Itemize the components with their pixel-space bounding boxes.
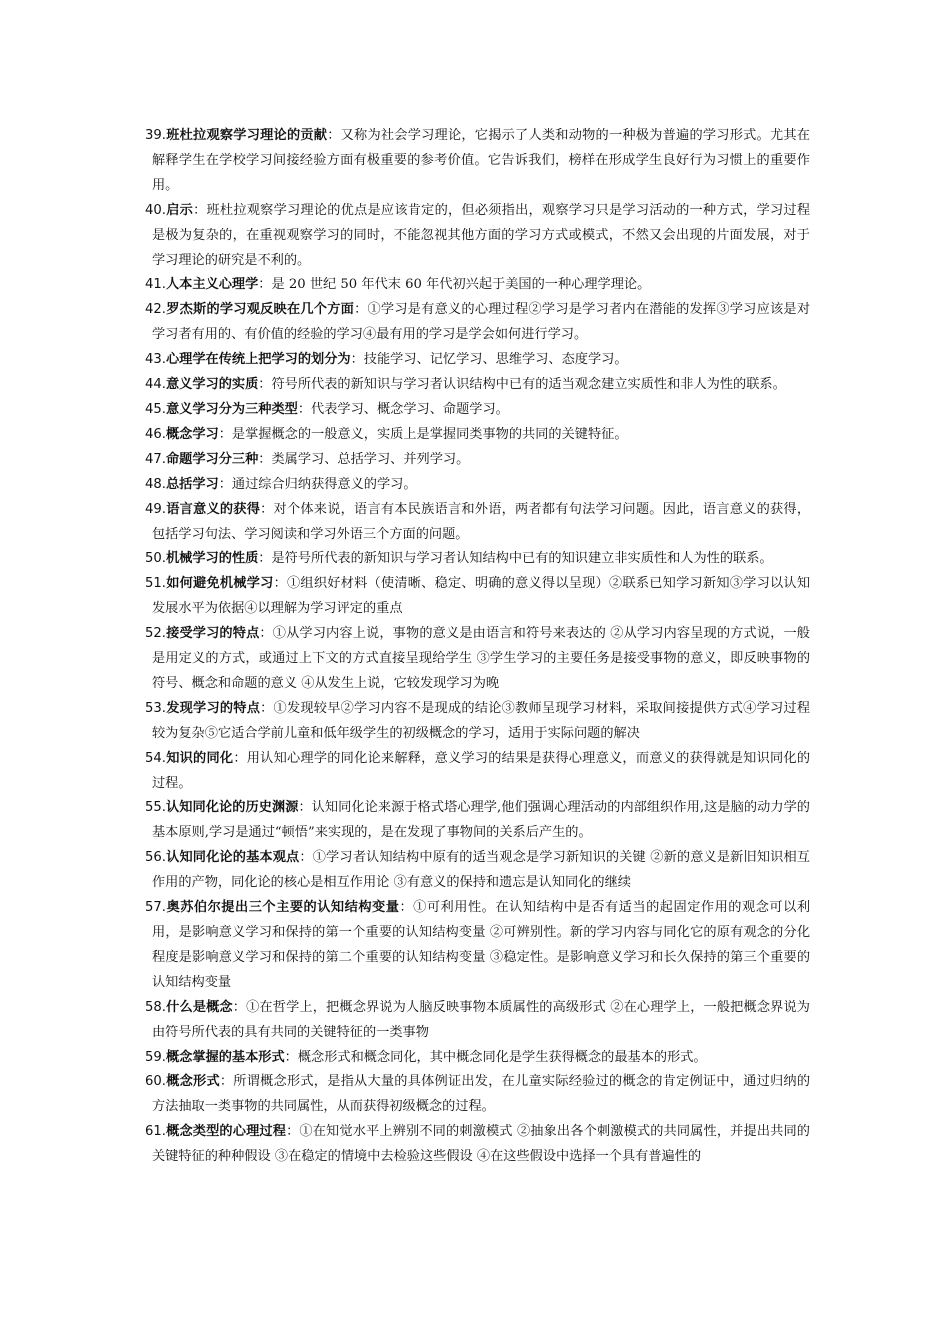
entry-body: ：是 20 世纪 50 年代末 60 年代初兴起于美国的一种心理学理论。 <box>258 277 651 293</box>
entry-body: ：①学习者认知结构中原有的适当观念是学习新知识的关键 ②新的意义是新旧知识相互作用的产物，同化论的核心是相互作用论 ③有意义的保持和遗忘是认知同化的继续 <box>152 850 810 891</box>
entry-term: 罗杰斯的学习观反映在几个方面 <box>165 302 355 318</box>
entry-item <box>145 199 810 274</box>
entry-number: 47. <box>145 451 166 467</box>
entry-term: 命题学习分三种 <box>165 451 259 467</box>
entry-term: 接受学习的特点 <box>165 626 260 642</box>
entry-term: 意义学习的实质 <box>165 377 259 393</box>
entry-number: 39. <box>145 128 166 143</box>
entry-item <box>145 572 810 622</box>
entry-item <box>145 697 810 747</box>
entry-item <box>145 473 810 498</box>
entry-number: 57. <box>145 900 166 916</box>
entry-term: 认知同化论的历史渊源 <box>165 800 299 816</box>
entry-term: 认知同化论的基本观点 <box>165 850 300 866</box>
entry-number: 56. <box>145 850 166 866</box>
entry-item <box>145 547 810 572</box>
entry-item <box>145 373 810 398</box>
entry-item <box>145 398 810 423</box>
entry-body: ：概念形式和概念同化，其中概念同化是学生获得概念的最基本的形式。 <box>284 1049 707 1065</box>
entry-number: 49. <box>145 501 166 517</box>
entry-term: 意义学习分为三种类型 <box>165 401 298 417</box>
entry-number: 48. <box>145 476 166 492</box>
entry-body: ：①从学习内容上说，事物的意义是由语言和符号来表达的 ②从学习内容呈现的方式说，一般是用定义的方式，或通过上下文的方式直接呈现给学生 ③学生学习的主要任务是接受事物的意义，即反映事物的符号、概念和命题的意义 ④从发生上说，它较发现学习为晚 <box>152 626 810 691</box>
entry-item <box>145 622 810 697</box>
entry-item <box>145 896 810 996</box>
entry-body: ：①学习是有意义的心理过程②学习是学习者内在潜能的发挥③学习应该是对学习者有用的、有价值的经验的学习④最有用的学习是学会如何进行学习。 <box>152 302 811 343</box>
entry-number: 54. <box>145 750 166 766</box>
entry-term: 心理学在传统上把学习的划分为 <box>165 352 351 368</box>
entry-number: 40. <box>145 202 166 218</box>
entry-item <box>145 348 810 373</box>
entry-body: ：①在哲学上，把概念界说为人脑反映事物本质属性的高级形式 ②在心理学上，一般把概念界说为由符号所代表的具有共同的关键特征的一类事物 <box>152 999 810 1040</box>
entry-number: 60. <box>145 1074 166 1090</box>
entry-body: ：是掌握概念的一般意义，实质上是掌握同类事物的共同的关键特征。 <box>218 426 628 442</box>
entry-number: 45. <box>145 401 166 417</box>
entry-number: 52. <box>145 626 166 642</box>
entry-number: 58. <box>145 999 166 1015</box>
entry-body: ：技能学习、记忆学习、思维学习、态度学习。 <box>350 352 628 368</box>
entry-term: 机械学习的性质 <box>165 551 259 567</box>
entry-body: ：用认知心理学的同化论来解释，意义学习的结果是获得心理意义，而意义的获得就是知识同化的过程。 <box>152 750 811 791</box>
entry-body: ：符号所代表的新知识与学习者认识结构中已有的适当观念建立实质性和非人为性的联系。 <box>258 377 786 393</box>
entry-item <box>145 124 810 199</box>
entry-item <box>145 796 810 846</box>
entry-item <box>145 498 810 548</box>
entry-number: 43. <box>145 352 166 368</box>
entry-term: 概念学习 <box>165 426 219 442</box>
entry-item <box>145 1120 810 1170</box>
entry-item <box>145 1046 810 1071</box>
entry-number: 50. <box>145 551 166 567</box>
entry-body: ：认知同化论来源于格式塔心理学,他们强调心理活动的内部组织作用,这是脑的动力学的基本原则,学习是通过“顿悟”来实现的，是在发现了事物间的关系后产生的。 <box>152 800 810 841</box>
entry-body: ：①在知觉水平上辨别不同的刺激模式 ②抽象出各个刺激模式的共同属性，并提出共同的关键特征的种种假设 ③在稳定的情境中去检验这些假设 ④在这些假设中选择一个具有普遍性的 <box>152 1124 810 1165</box>
entry-term: 人本主义心理学 <box>165 277 259 293</box>
entry-body: ：类属学习、总括学习、并列学习。 <box>258 451 470 467</box>
entry-term: 概念类型的心理过程 <box>165 1124 287 1140</box>
entry-item <box>145 423 810 448</box>
entry-term: 什么是概念 <box>165 999 233 1015</box>
entry-body: ：所谓概念形式，是指从大量的具体例证出发，在儿童实际经验过的概念的肯定例证中，通过归纳的方法抽取一类事物的共同属性，从而获得初级概念的过程。 <box>152 1074 811 1115</box>
entry-number: 61. <box>145 1124 166 1140</box>
document-body <box>145 124 810 1170</box>
entry-body: ：又称为社会学习理论，它揭示了人类和动物的一种极为普遍的学习形式。尤其在解释学生在学校学习间接经验方面有极重要的参考价值。它告诉我们，榜样在形成学生良好行为习惯上的重要作用。 <box>152 128 810 193</box>
entry-term: 概念掌握的基本形式 <box>165 1049 285 1065</box>
entry-body: ：代表学习、概念学习、命题学习。 <box>297 401 509 417</box>
entry-item <box>145 846 810 896</box>
entry-body: ：对个体来说，语言有本民族语言和外语，两者都有句法学习问题。因此，语言意义的获得，包括学习句法、学习阅读和学习外语三个方面的问题。 <box>152 501 811 542</box>
entry-number: 51. <box>145 576 166 592</box>
entry-term: 班杜拉观察学习理论的贡献 <box>165 128 328 143</box>
entry-body: ：①发现较早②学习内容不是现成的结论③教师呈现学习材料，采取间接提供方式④学习过程较为复杂⑤它适合学前儿童和低年级学生的初级概念的学习，适用于实际问题的解决 <box>152 700 811 741</box>
entry-term: 语言意义的获得 <box>165 501 261 517</box>
entry-item <box>145 448 810 473</box>
entry-item <box>145 747 810 797</box>
entry-body: ：通过综合归纳获得意义的学习。 <box>218 476 417 492</box>
entry-item <box>145 996 810 1046</box>
entry-number: 42. <box>145 302 166 318</box>
entry-number: 59. <box>145 1049 166 1065</box>
entry-term: 总括学习 <box>165 476 219 492</box>
entry-number: 44. <box>145 377 166 393</box>
entry-term: 启示 <box>165 202 194 218</box>
entry-item <box>145 1070 810 1120</box>
entry-body: ：①可利用性。在认知结构中是否有适当的起固定作用的观念可以利用，是影响意义学习和保持的第一个重要的认知结构变量 ②可辨别性。新的学习内容与同化它的原有观念的分化程度是影响意义学习和保持的第二个重要的认知结构变量 ③稳定性。是影响意义学习和长久保持的第三个重要的认知结构变量 <box>152 900 811 990</box>
entry-term: 发现学习的特点 <box>165 700 261 716</box>
entry-term: 知识的同化 <box>165 750 234 766</box>
entry-body: ：是符号所代表的新知识与学习者认知结构中已有的知识建立非实质性和人为性的联系。 <box>258 551 773 567</box>
entry-number: 55. <box>145 800 166 816</box>
entry-term: 如何避免机械学习 <box>165 576 274 592</box>
entry-body: ：①组织好材料（使清晰、稳定、明确的意义得以呈现）②联系已知学习新知③学习以认知发展水平为依据④以理解为学习评定的重点 <box>152 576 811 617</box>
entry-number: 46. <box>145 426 166 442</box>
entry-item <box>145 273 810 298</box>
entry-term: 概念形式 <box>165 1074 220 1090</box>
entry-number: 41. <box>145 277 166 293</box>
entry-term: 奥苏伯尔提出三个主要的认知结构变量 <box>165 900 400 916</box>
entry-item <box>145 298 810 348</box>
entry-body: ：班杜拉观察学习理论的优点是应该肯定的，但必须指出，观察学习只是学习活动的一种方式，学习过程是极为复杂的，在重视观察学习的同时，不能忽视其他方面的学习方式或模式，不然又会出现的片面发展，对于学习理论的研究是不利的。 <box>152 202 811 268</box>
entry-number: 53. <box>145 700 166 716</box>
